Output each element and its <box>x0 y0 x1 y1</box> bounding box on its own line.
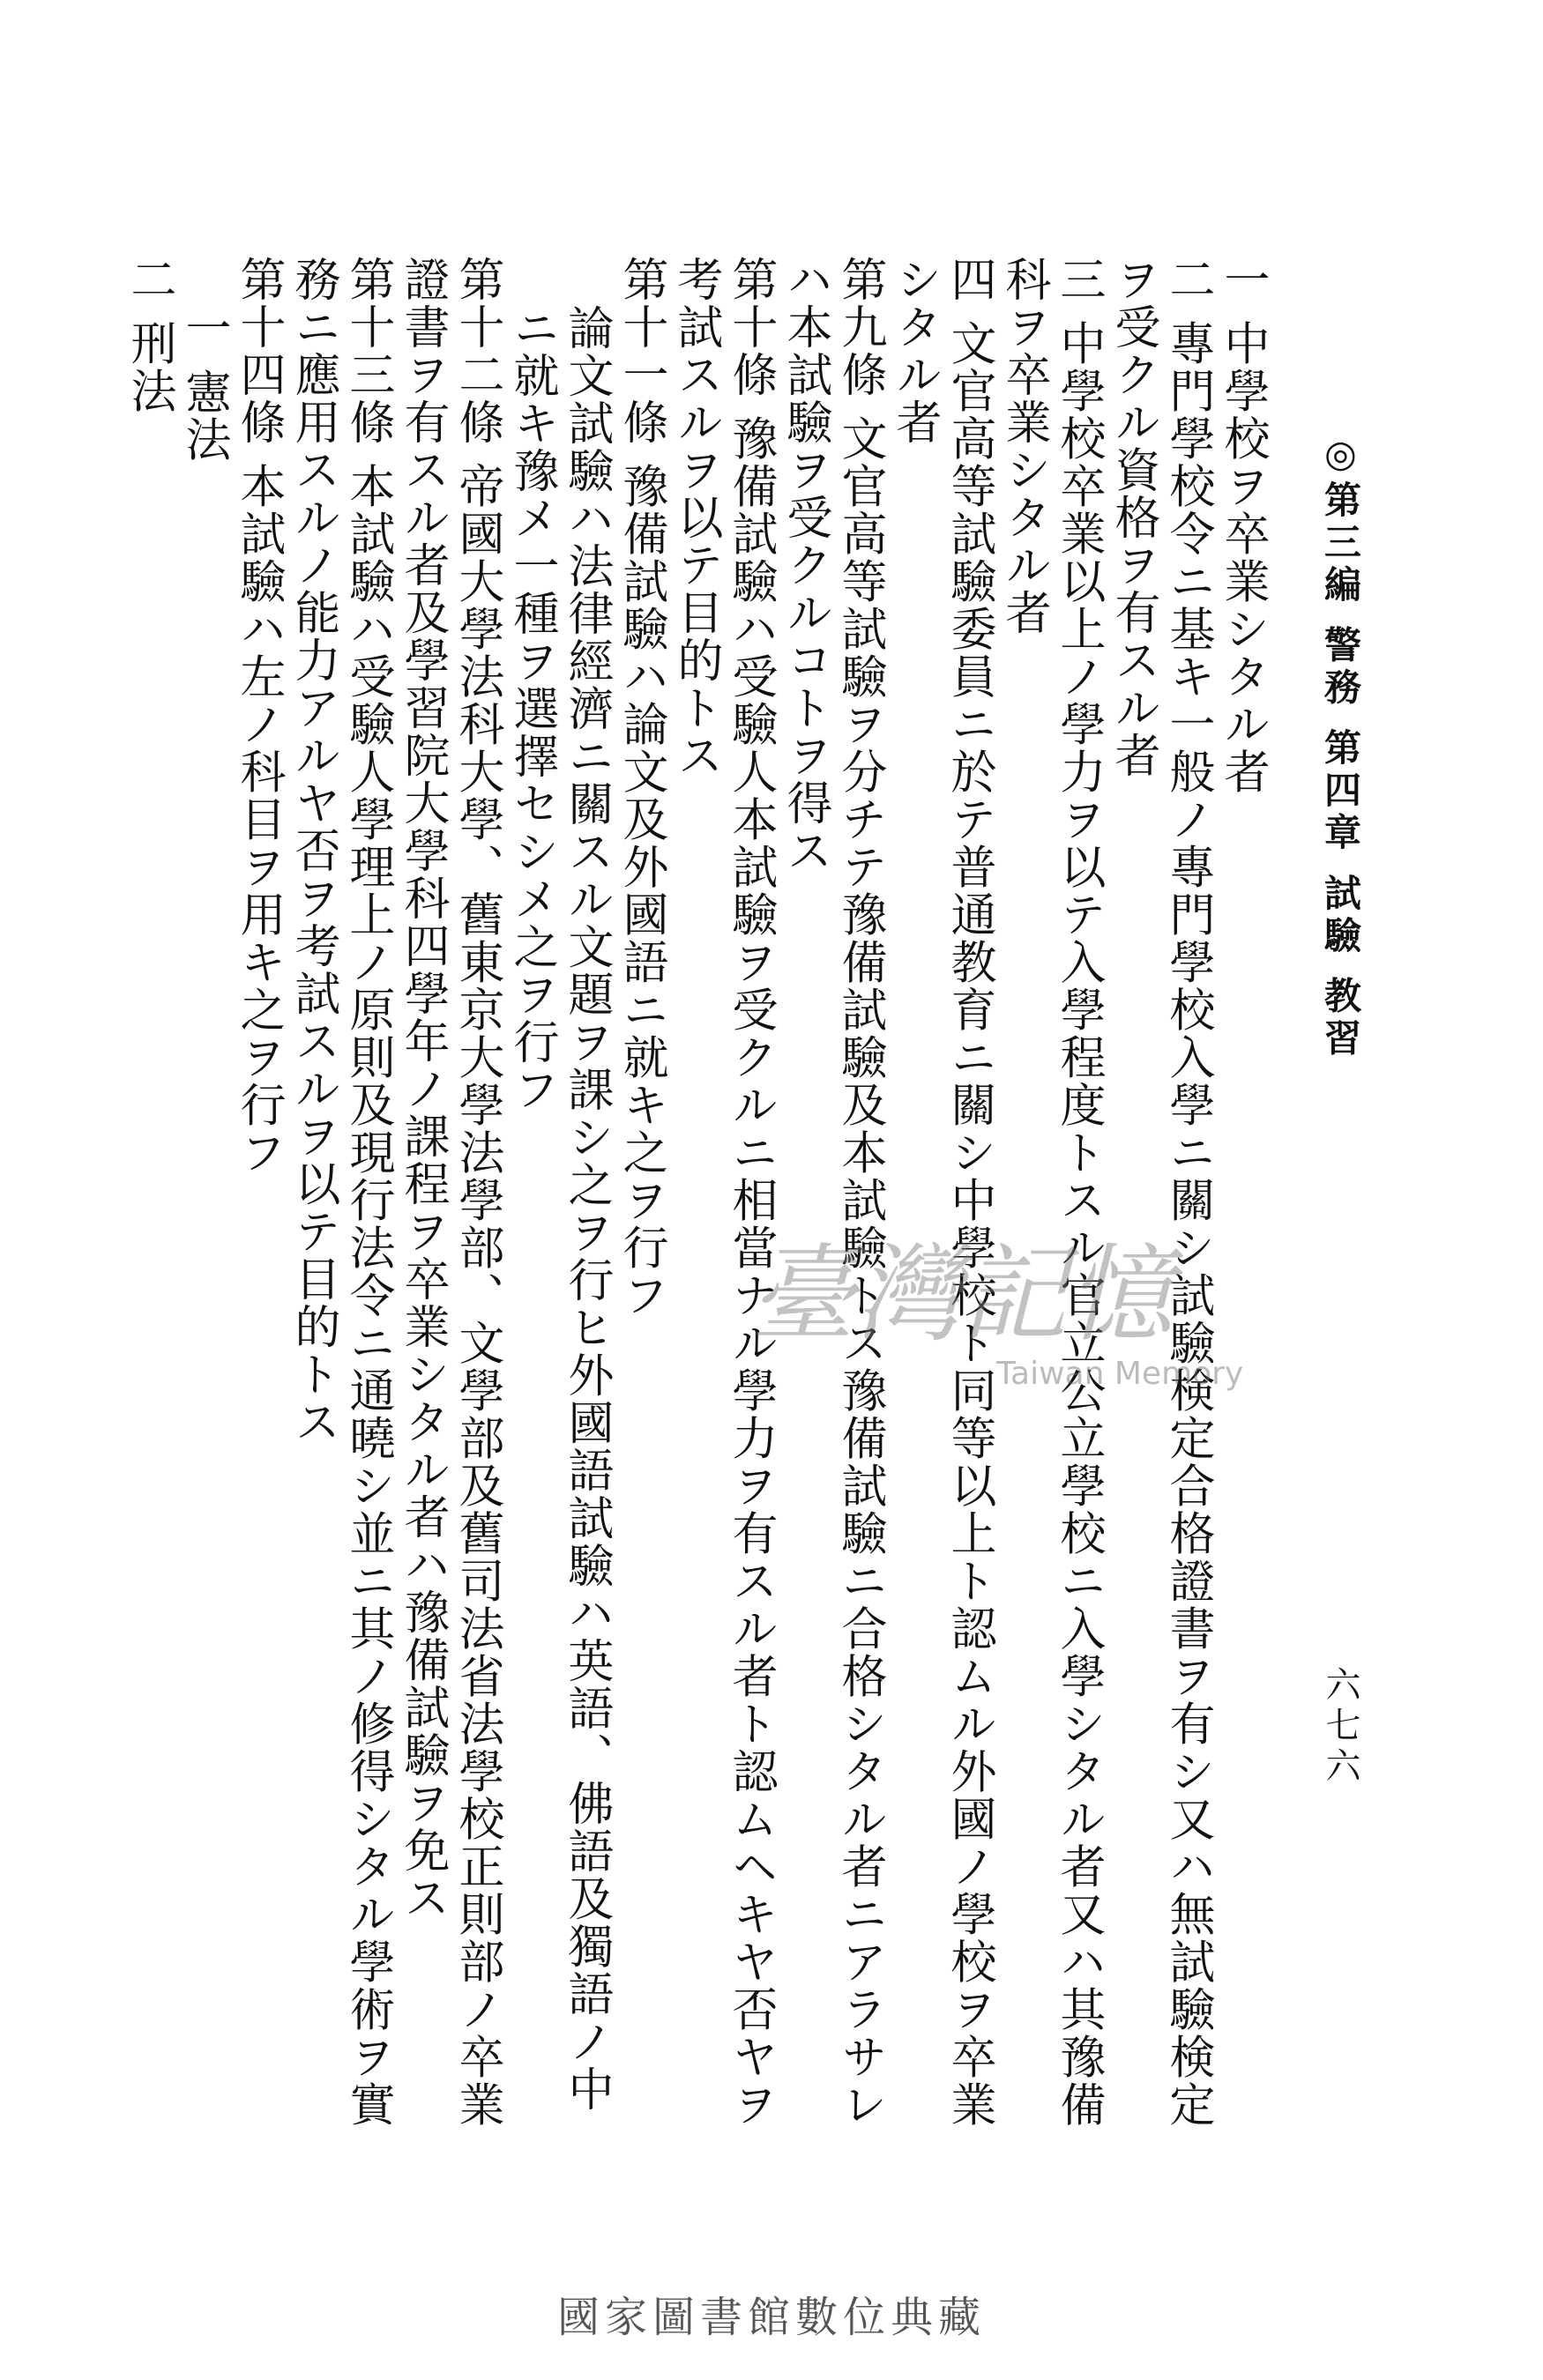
watermark-logo-subtext: Taiwan Memory <box>996 1356 1244 1392</box>
article-9: 第九條 文官高等試驗ヲ分チテ豫備試驗及本試驗トス豫備試驗ニ合格シタル者ニアラサレハ本試驗ヲ受クルコトヲ得ス <box>779 256 886 2129</box>
article-11: 第十一條 豫備試驗ハ論文及外國語ニ就キ之ヲ行フ <box>615 256 667 1320</box>
article-14: 第十四條 本試驗ハ左ノ科目ヲ用キ之ヲ行フ <box>232 256 285 1177</box>
watermark-logo-text: 臺灣記憶 <box>749 1234 1173 1357</box>
subject-item-2: 二 刑法 <box>123 256 175 415</box>
subject-item-1: 一 憲法 <box>177 303 230 464</box>
article-11-para-2: 論文試驗ハ法律經濟ニ關スル文題ヲ課シ之ヲ行ヒ外國語試驗ハ英語、佛語及獨語ノ中ニ就キ豫メ一種ヲ選擇セシメ之ヲ行フ <box>505 303 613 2113</box>
body-text <box>123 256 1270 2151</box>
list-item-3: 三 中學校卒業以上ノ學力ヲ以テ入學程度トスル官立公立學校ニ入學シタル者又ハ其豫備科ヲ卒業シタル者 <box>997 256 1105 2129</box>
list-item-1: 一 中學校ヲ卒業シタル者 <box>1216 256 1269 796</box>
running-head: ◎第三編 警務 第四章 試驗 教習 <box>1319 432 1362 1061</box>
list-item-4: 四 文官高等試驗委員ニ於テ普通教育ニ關シ中學校ト同等以上ト認ムル外國ノ學校ヲ卒業シタル者 <box>888 256 995 2129</box>
article-12: 第十二條 帝國大學法科大學、舊東京大學法學部、文學部及舊司法省法學校正則部ノ卒業證書ヲ有スル者及學習院大學科四學年ノ課程ヲ卒業シタル者ハ豫備試驗ヲ免ス <box>396 256 503 2129</box>
article-13: 第十三條 本試驗ハ受驗人學理上ノ原則及現行法令ニ通曉シ並ニ其ノ修得シタル學術ヲ實務ニ應用スルノ能力アルヤ否ヲ考試スルヲ以テ目的トス <box>287 256 394 2129</box>
page-number: 六七六 <box>1320 1666 1360 1788</box>
list-item-2: 二 專門學校令ニ基キ一般ノ專門學校入學ニ關シ試驗検定合格證書ヲ有シ又ハ無試驗検定ヲ受クル資格ヲ有スル者 <box>1107 256 1214 2129</box>
footer-caption: 國家圖書館數位典藏 <box>556 2293 986 2342</box>
article-10: 第十條 豫備試驗ハ受驗人本試驗ヲ受クルニ相當ナル學力ヲ有スル者ト認ムヘキヤ否ヤヲ考試スルヲ以テ目的トス <box>669 256 777 2129</box>
